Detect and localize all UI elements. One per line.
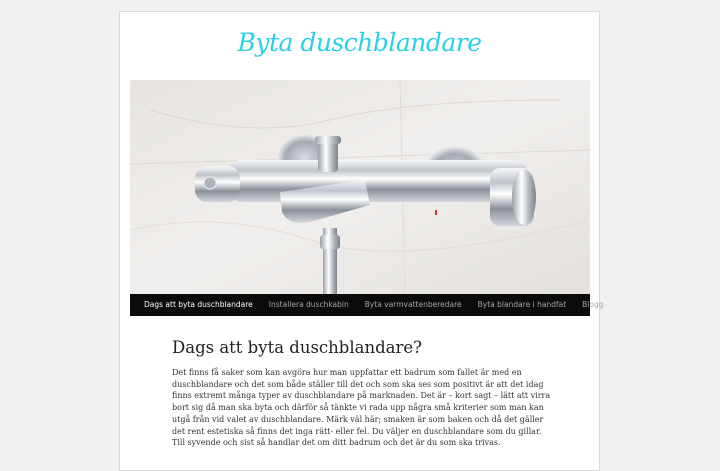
nav-item-blogg[interactable]: Blogg <box>582 300 604 309</box>
nav-item-byta-varmvattenberedare[interactable]: Byta varmvattenberedare <box>364 300 462 309</box>
page-container <box>119 11 604 471</box>
nav-item-dags-att-byta-duschblandare[interactable]: Dags att byta duschblandare <box>144 300 253 309</box>
hero-image <box>130 80 590 294</box>
nav-item-byta-blandare-i-handfat[interactable]: Byta blandare i handfat <box>477 300 567 309</box>
nav-item-installera-duschkabin[interactable]: Installera duschkabin <box>268 300 349 309</box>
article-body: Det finns få saker som kan avgöra hur man uppfattar ett badrum som fallet är med en duschblandare och det som både ställer till det och som ska ses som positivt är att det idag finns extremt många typer av duschblandare på marknaden. Det är – kort sagt – lätt att virra bort sig då man ska byta och därför så tänkte vi rada upp några små kriterier som man kan utgå från vid valet av duschblandare. Märk väl här; smaken är som baken och då det gäller det rent estetiska så finns det inga rätt- eller fel. Du väljer en duschblandare som du gillar. Till syvende och sist så handlar det om ditt badrum och det är du som ska trivas. <box>172 368 551 448</box>
article <box>172 338 552 449</box>
main-navigation <box>130 294 604 316</box>
shower-mixer-illustration <box>130 80 590 294</box>
site-title[interactable]: Byta duschblandare <box>237 28 482 57</box>
article-title: Dags att byta duschblandare? <box>172 338 423 357</box>
